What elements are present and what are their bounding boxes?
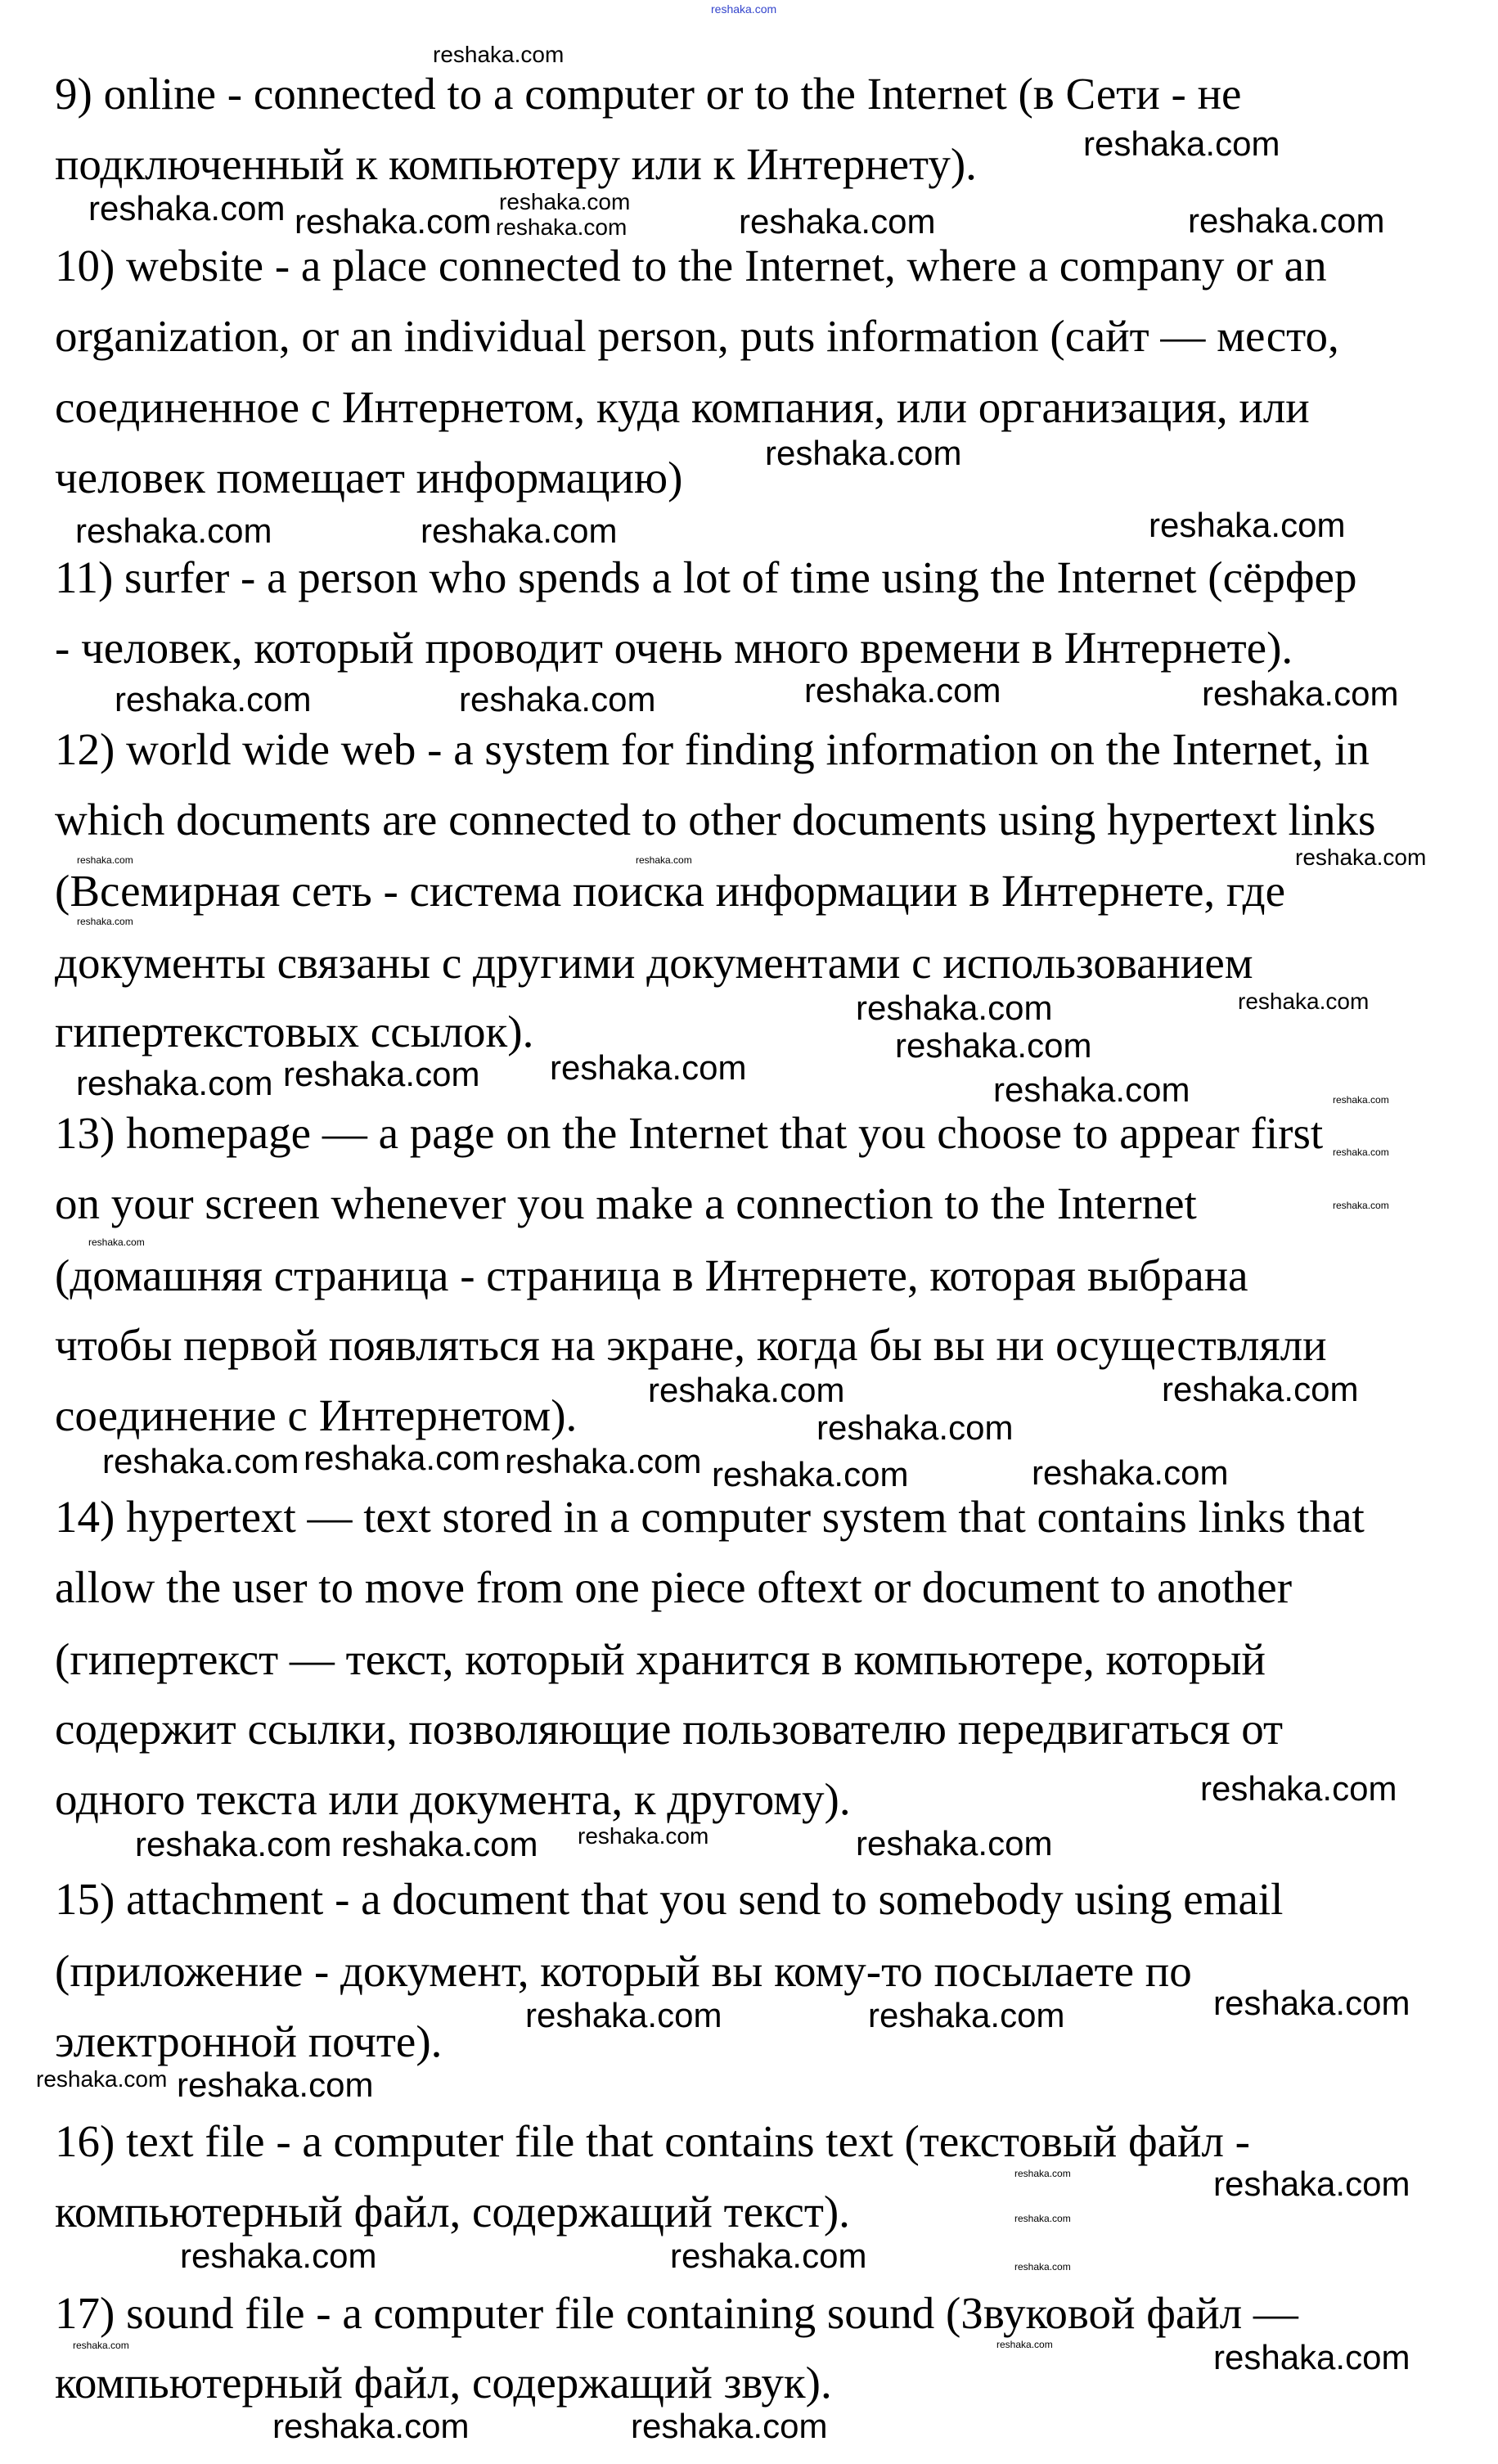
- watermark: reshaka.com: [115, 680, 312, 718]
- watermark: reshaka.com: [496, 214, 628, 240]
- definition-line: (гипертекст — текст, который хранится в компьютере, который: [55, 1633, 1266, 1684]
- watermark: reshaka.com: [295, 202, 492, 241]
- watermark: reshaka.com: [578, 1823, 709, 1849]
- watermark: reshaka.com: [868, 1996, 1065, 2034]
- watermark: reshaka.com: [1162, 1370, 1359, 1408]
- watermark: reshaka.com: [77, 916, 133, 927]
- definition-line: allow the user to move from one piece oftext or document to another: [55, 1561, 1293, 1612]
- watermark: reshaka.com: [283, 1055, 480, 1093]
- watermark: reshaka.com: [341, 1825, 538, 1863]
- watermark: reshaka.com: [88, 189, 286, 227]
- definition-line: подключенный к компьютеру или к Интернету).: [55, 138, 977, 189]
- watermark: reshaka.com: [135, 1825, 332, 1863]
- watermark: reshaka.com: [1295, 845, 1427, 870]
- watermark: reshaka.com: [636, 854, 692, 866]
- watermark: reshaka.com: [499, 189, 631, 214]
- definition-line: 10) website - a place connected to the Internet, where a company or an: [55, 240, 1327, 291]
- watermark: reshaka.com: [895, 1026, 1092, 1065]
- watermark: reshaka.com: [856, 1824, 1053, 1863]
- definition-line: гипертекстовых ссылок).: [55, 1007, 534, 1057]
- definition-line: 16) text file - a computer file that contains text (текстовый файл -: [55, 2115, 1250, 2166]
- watermark: reshaka.com: [670, 2237, 867, 2275]
- definition-line: компьютерный файл, содержащий звук).: [55, 2358, 832, 2408]
- watermark: reshaka.com: [1014, 2213, 1071, 2224]
- definition-line: which documents are connected to other documents using hypertext links: [55, 794, 1376, 845]
- definition-line: 17) sound file - a computer file containing sound (Звуковой файл —: [55, 2287, 1298, 2338]
- watermark: reshaka.com: [1213, 2338, 1410, 2376]
- definition-line: компьютерный файл, содержащий текст).: [55, 2186, 850, 2237]
- definition-line: 12) world wide web - a system for finding information on the Internet, in: [55, 723, 1370, 774]
- watermark: reshaka.com: [77, 854, 133, 866]
- watermark: reshaka.com: [1202, 674, 1399, 713]
- watermark: reshaka.com: [804, 671, 1001, 709]
- definition-line: (домашняя страница - страница в Интернете, которая выбрана: [55, 1250, 1248, 1300]
- watermark: reshaka.com: [550, 1048, 747, 1087]
- watermark: reshaka.com: [993, 1070, 1190, 1109]
- watermark: reshaka.com: [88, 1237, 145, 1248]
- watermark: reshaka.com: [631, 2407, 828, 2445]
- definition-line: 11) surfer - a person who spends a lot of time using the Internet (сёрфер: [55, 552, 1357, 603]
- watermark: reshaka.com: [1333, 1146, 1389, 1158]
- definition-line: 15) attachment - a document that you send to somebody using email: [55, 1874, 1284, 1925]
- definition-line: содержит ссылки, позволяющие пользователю передвигаться от: [55, 1704, 1284, 1755]
- watermark: reshaka.com: [765, 434, 962, 472]
- watermark: reshaka.com: [1238, 989, 1370, 1014]
- definition-line: документы связаны с другими документами с использованием: [55, 938, 1253, 989]
- definition-line: (Всемирная сеть - система поиска информации в Интернете, где: [55, 866, 1286, 917]
- definition-line: 14) hypertext — text stored in a computer system that contains links that: [55, 1492, 1365, 1543]
- watermark: reshaka.com: [102, 1442, 299, 1480]
- watermark: reshaka.com: [1333, 1200, 1389, 1211]
- watermark: reshaka.com: [421, 511, 618, 550]
- watermark: reshaka.com: [856, 989, 1053, 1027]
- watermark: reshaka.com: [648, 1371, 845, 1409]
- watermark: reshaka.com: [739, 202, 936, 241]
- watermark: reshaka.com: [996, 2339, 1053, 2350]
- watermark: reshaka.com: [272, 2407, 470, 2445]
- watermark: reshaka.com: [505, 1442, 702, 1480]
- header-watermark: reshaka.com: [711, 2, 777, 16]
- definition-line: (приложение - документ, который вы кому-то посылаете по: [55, 1946, 1192, 1997]
- watermark: reshaka.com: [1083, 124, 1280, 163]
- watermark: reshaka.com: [1188, 201, 1385, 240]
- watermark: reshaka.com: [36, 2066, 168, 2092]
- watermark: reshaka.com: [1014, 2261, 1071, 2273]
- watermark: reshaka.com: [1014, 2168, 1071, 2179]
- watermark: reshaka.com: [816, 1408, 1014, 1447]
- watermark: reshaka.com: [75, 511, 272, 550]
- definition-line: соединение с Интернетом).: [55, 1390, 578, 1441]
- watermark: reshaka.com: [1200, 1769, 1397, 1808]
- definition-line: электронной почте).: [55, 2016, 443, 2066]
- watermark: reshaka.com: [712, 1455, 909, 1493]
- definition-line: человек помещает информацию): [55, 453, 683, 503]
- watermark: reshaka.com: [525, 1996, 722, 2034]
- watermark: reshaka.com: [304, 1439, 501, 1477]
- definition-line: organization, or an individual person, puts information (сайт — место,: [55, 310, 1339, 361]
- watermark: reshaka.com: [1149, 506, 1346, 544]
- definition-line: 13) homepage — a page on the Internet that you choose to appear first: [55, 1107, 1324, 1158]
- definition-line: одного текста или документа, к другому).: [55, 1774, 851, 1825]
- definition-line: on your screen whenever you make a connection to the Internet: [55, 1178, 1197, 1228]
- watermark: reshaka.com: [76, 1064, 273, 1102]
- watermark: reshaka.com: [433, 42, 565, 67]
- definition-line: соединенное с Интернетом, куда компания, или организация, или: [55, 382, 1310, 433]
- watermark: reshaka.com: [459, 680, 656, 718]
- watermark: reshaka.com: [1333, 1094, 1389, 1106]
- definition-line: чтобы первой появляться на экране, когда бы вы ни осуществляли: [55, 1320, 1327, 1371]
- watermark: reshaka.com: [1032, 1453, 1229, 1492]
- watermark: reshaka.com: [177, 2065, 374, 2104]
- definition-line: 9) online - connected to a computer or to the Internet (в Сети - не: [55, 68, 1242, 119]
- watermark: reshaka.com: [73, 2340, 129, 2351]
- definition-line: - человек, который проводит очень много времени в Интернете).: [55, 622, 1293, 673]
- watermark: reshaka.com: [1213, 1984, 1410, 2022]
- watermark: reshaka.com: [180, 2237, 377, 2275]
- watermark: reshaka.com: [1213, 2164, 1410, 2203]
